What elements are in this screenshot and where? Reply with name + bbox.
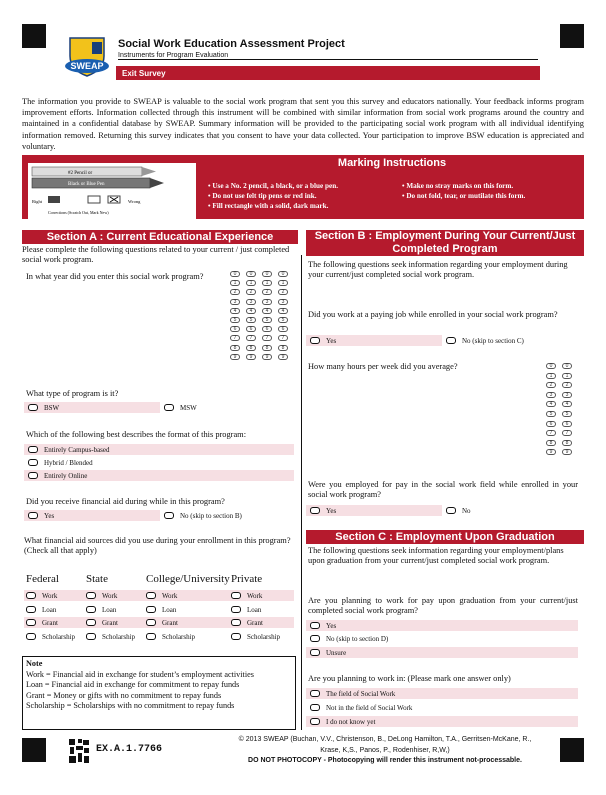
svg-text:Corrections (Scratch Out, Mark: Corrections (Scratch Out, Mark New): [48, 210, 109, 215]
year-digit-bubble[interactable]: 7: [262, 335, 272, 341]
aid-yes-bubble[interactable]: [28, 512, 38, 519]
year-digit-bubble[interactable]: 6: [262, 326, 272, 332]
question-sw-field: Were you employed for pay in the social work field while enrolled in your social work program?: [308, 480, 578, 500]
aid-source-label: Grant: [247, 619, 263, 627]
year-digit-bubble[interactable]: 7: [278, 335, 288, 341]
year-digit-bubble[interactable]: 6: [246, 326, 256, 332]
year-digit-bubble[interactable]: 0: [278, 271, 288, 277]
note-box: [22, 656, 296, 730]
year-digit-bubble[interactable]: 4: [278, 308, 288, 314]
year-digit-bubble[interactable]: 2: [246, 289, 256, 295]
aid-source-bubble[interactable]: [231, 606, 241, 613]
form-id: EX.A.1.7766: [96, 744, 163, 755]
hours-digit-bubble[interactable]: 1: [562, 373, 572, 379]
hours-digit-bubble[interactable]: 4: [546, 401, 556, 407]
column-header-state: State: [86, 573, 108, 585]
year-digit-bubble[interactable]: 5: [278, 317, 288, 323]
plan-unsure-bubble[interactable]: [310, 649, 320, 656]
hours-digit-bubble[interactable]: 6: [546, 421, 556, 427]
aid-source-bubble[interactable]: [146, 606, 156, 613]
marking-list-left: [208, 181, 338, 211]
option-label: Yes: [326, 507, 337, 515]
aid-source-label: Grant: [42, 619, 58, 627]
aid-source-label: Work: [247, 592, 263, 600]
registration-mark: [560, 24, 584, 48]
year-digit-bubble[interactable]: 1: [230, 280, 240, 286]
option-label: No: [462, 507, 471, 515]
aid-source-label: Loan: [162, 605, 177, 614]
year-digit-bubble[interactable]: 3: [230, 299, 240, 305]
where-not-sw-bubble[interactable]: [310, 704, 320, 711]
question-plan-work: Are you planning to work for pay upon graduation from your current/just completed social work program?: [308, 596, 578, 616]
svg-text:Wrong: Wrong: [128, 199, 141, 204]
year-digit-bubble[interactable]: 3: [278, 299, 288, 305]
field-no-bubble[interactable]: [446, 507, 456, 514]
option-label: Yes: [44, 512, 55, 520]
registration-mark: [22, 24, 46, 48]
copyright-line: Krase, K,S., Panos, P., Rodenhiser, R,W,): [320, 747, 450, 754]
hours-digit-bubble[interactable]: 2: [562, 382, 572, 388]
option-label: Entirely Online: [44, 472, 88, 480]
year-digit-bubble[interactable]: 7: [246, 335, 256, 341]
year-digit-bubble[interactable]: 2: [278, 289, 288, 295]
field-yes-bubble[interactable]: [310, 507, 320, 514]
year-digit-bubble[interactable]: 7: [230, 335, 240, 341]
svg-text:Right: Right: [32, 199, 43, 204]
year-digit-bubble[interactable]: 0: [262, 271, 272, 277]
aid-source-bubble[interactable]: [146, 619, 156, 626]
note-line: Grant = Money or gifts with no commitment to repay funds: [26, 690, 222, 700]
question-paying-job: Did you work at a paying job while enrolled in your social work program?: [308, 310, 558, 319]
marking-example-illustration: [28, 163, 196, 219]
hours-digit-bubble[interactable]: 8: [562, 440, 572, 446]
aid-source-label: Work: [162, 592, 178, 600]
question-program-type: What type of program is it?: [26, 389, 119, 398]
aid-source-bubble[interactable]: [231, 633, 241, 640]
hours-digit-bubble[interactable]: 0: [562, 363, 572, 369]
hours-digit-bubble[interactable]: 1: [546, 373, 556, 379]
header: [64, 30, 544, 86]
section-c-header: Section C : Employment Upon Graduation: [306, 530, 584, 544]
where-unknown-bubble[interactable]: [310, 718, 320, 725]
aid-source-label: Work: [102, 592, 118, 600]
year-digit-bubble[interactable]: 9: [230, 354, 240, 360]
question-hours: How many hours per week did you average?: [308, 362, 458, 371]
aid-source-label: Scholarship: [162, 632, 196, 641]
marking-instructions: [22, 155, 584, 219]
survey-name-bar: Exit Survey: [116, 66, 540, 80]
hours-digit-bubble[interactable]: 7: [546, 430, 556, 436]
year-digit-bubble[interactable]: 4: [230, 308, 240, 314]
hours-digit-bubble[interactable]: 6: [562, 421, 572, 427]
option-label: BSW: [44, 404, 60, 412]
option-label: Yes: [326, 337, 337, 345]
year-digit-bubble[interactable]: 9: [278, 354, 288, 360]
bsw-bubble[interactable]: [28, 404, 38, 411]
aid-source-label: Grant: [162, 619, 178, 627]
section-a-intro: Please complete the following questions related to your current / just completed social work program.: [22, 245, 290, 265]
page-subtitle: Instruments for Program Evaluation: [118, 52, 538, 60]
aid-source-bubble[interactable]: [26, 606, 36, 613]
svg-text:SWEAP: SWEAP: [70, 61, 104, 71]
plan-no-bubble[interactable]: [310, 635, 320, 642]
question-aid-sources: What financial aid sources did you use during your enrollment in this program? (Check all that apply): [24, 536, 291, 556]
option-label: No (skip to section B): [180, 512, 242, 520]
paying-yes-bubble[interactable]: [310, 337, 320, 344]
year-digit-bubble[interactable]: 9: [262, 354, 272, 360]
format-hybrid-bubble[interactable]: [28, 459, 38, 466]
year-digit-bubble[interactable]: 3: [246, 299, 256, 305]
option-label: The field of Social Work: [326, 690, 396, 698]
year-digit-bubble[interactable]: 8: [262, 345, 272, 351]
answer-row: [306, 620, 578, 631]
aid-source-bubble[interactable]: [86, 592, 96, 599]
note-line: Work = Financial aid in exchange for student’s employment activities: [26, 669, 254, 679]
question-financial-aid: Did you receive financial aid during while in this program?: [26, 497, 225, 506]
year-digit-bubble[interactable]: 2: [262, 289, 272, 295]
plan-yes-bubble[interactable]: [310, 622, 320, 629]
section-b-header: Section B : Employment During Your Current/Just Completed Program: [306, 230, 584, 256]
question-entry-year: In what year did you enter this social work program?: [26, 272, 204, 281]
year-digit-bubble[interactable]: 4: [262, 308, 272, 314]
aid-source-bubble[interactable]: [146, 633, 156, 640]
hours-digit-bubble[interactable]: 7: [562, 430, 572, 436]
note-line: Loan = Financial aid in exchange for commitment to repay funds: [26, 680, 240, 690]
aid-no-bubble[interactable]: [164, 512, 174, 519]
sweap-logo: [64, 32, 114, 80]
year-digit-bubble[interactable]: 6: [278, 326, 288, 332]
aid-source-label: Loan: [102, 605, 117, 614]
option-label: I do not know yet: [326, 718, 376, 726]
copyright-line: © 2013 SWEAP (Buchan, V.V., Christenson, B., DeLong Hamilton, T.A., Gerritsen-McKane, R.,: [238, 736, 532, 743]
year-digit-bubble[interactable]: 6: [230, 326, 240, 332]
year-digit-bubble[interactable]: 5: [262, 317, 272, 323]
year-digit-bubble[interactable]: 8: [230, 345, 240, 351]
aid-source-bubble[interactable]: [26, 592, 36, 599]
year-digit-bubble[interactable]: 1: [262, 280, 272, 286]
hours-digit-bubble[interactable]: 9: [546, 449, 556, 455]
note-line: Scholarship = Scholarships with no commitment to repay funds: [26, 701, 235, 711]
aid-source-bubble[interactable]: [86, 619, 96, 626]
hours-digit-bubble[interactable]: 3: [546, 392, 556, 398]
aid-source-bubble[interactable]: [26, 619, 36, 626]
note-title: Note: [26, 659, 43, 668]
aid-source-label: Work: [42, 592, 58, 600]
hours-digit-bubble[interactable]: 4: [562, 401, 572, 407]
marking-instructions-title: Marking Instructions: [337, 157, 447, 169]
column-divider: [301, 255, 302, 730]
svg-text:#2 Pencil or: #2 Pencil or: [68, 171, 93, 176]
year-digit-bubble[interactable]: 2: [230, 289, 240, 295]
aid-source-bubble[interactable]: [86, 633, 96, 640]
marking-item: • Fill rectangle with a solid, dark mark.: [208, 201, 338, 211]
option-label: No (skip to section D): [326, 635, 389, 643]
year-digit-bubble[interactable]: 8: [278, 345, 288, 351]
year-digit-bubble[interactable]: 0: [230, 271, 240, 277]
page-title: Social Work Education Assessment Project: [118, 38, 345, 50]
year-digit-bubble[interactable]: 0: [246, 271, 256, 277]
aid-source-bubble[interactable]: [231, 619, 241, 626]
svg-text:Black or Blue Pen: Black or Blue Pen: [68, 182, 105, 187]
where-sw-bubble[interactable]: [310, 690, 320, 697]
format-campus-bubble[interactable]: [28, 446, 38, 453]
hours-digit-bubble[interactable]: 8: [546, 440, 556, 446]
option-label: No (skip to section C): [462, 337, 524, 345]
hours-digit-bubble[interactable]: 3: [562, 392, 572, 398]
marking-item: • Do not use felt tip pens or red ink.: [208, 191, 338, 201]
year-digit-bubble[interactable]: 4: [246, 308, 256, 314]
hours-digit-bubble[interactable]: 5: [546, 411, 556, 417]
section-a-header: Section A : Current Educational Experience: [22, 230, 298, 244]
section-b-intro: The following questions seek information regarding your employment during your current/just completed social work program.: [308, 260, 568, 280]
year-digit-bubble[interactable]: 5: [230, 317, 240, 323]
year-digit-bubble[interactable]: 1: [246, 280, 256, 286]
year-digit-bubble[interactable]: 8: [246, 345, 256, 351]
marking-item: • Do not fold, tear, or mutilate this form.: [402, 191, 525, 201]
aid-source-label: Grant: [102, 619, 118, 627]
marking-list-right: [402, 181, 525, 201]
aid-source-label: Loan: [247, 605, 262, 614]
intro-paragraph: The information you provide to SWEAP is valuable to the social work program that sent you this survey and educators nationally. Your feedback informs program improvement efforts. Information collected through this instrument will be combined with similar information from social work programs around the country and maintained in a confidential database by SWEAP. Summary information will be provided to the participating social work program with all individual identifying information removed. Returning this survey indicates that you consent to have your data collected. Your participation to improve BSW education is appreciated and voluntary.: [22, 97, 584, 151]
hours-digit-bubble[interactable]: 0: [546, 363, 556, 369]
option-label: Not in the field of Social Work: [326, 704, 413, 712]
format-online-bubble[interactable]: [28, 472, 38, 479]
msw-bubble[interactable]: [164, 404, 174, 411]
question-program-format: Which of the following best describes the format of this program:: [26, 430, 247, 439]
year-digit-bubble[interactable]: 5: [246, 317, 256, 323]
aid-source-label: Scholarship: [42, 632, 76, 641]
answer-row: [306, 647, 578, 658]
barcode: [68, 738, 90, 764]
aid-source-label: Loan: [42, 605, 57, 614]
aid-source-bubble[interactable]: [231, 592, 241, 599]
column-header-federal: Federal: [26, 573, 59, 585]
marking-item: • Make no stray marks on this form.: [402, 181, 525, 191]
hours-digit-bubble[interactable]: 2: [546, 382, 556, 388]
marking-item: • Use a No. 2 pencil, a black, or a blue pen.: [208, 181, 338, 191]
year-digit-bubble[interactable]: 9: [246, 354, 256, 360]
option-label: Yes: [326, 622, 337, 630]
year-digit-bubble[interactable]: 1: [278, 280, 288, 286]
aid-source-bubble[interactable]: [146, 592, 156, 599]
year-digit-bubble[interactable]: 3: [262, 299, 272, 305]
hours-digit-bubble[interactable]: 9: [562, 449, 572, 455]
registration-mark: [22, 738, 46, 762]
option-label: Unsure: [326, 649, 347, 657]
aid-source-label: Scholarship: [102, 632, 136, 641]
column-header-private: Private: [231, 573, 263, 585]
section-c-intro: The following questions seek information regarding your employment/plans upon graduation from your current/just completed social work program.: [308, 546, 564, 566]
aid-source-bubble[interactable]: [26, 633, 36, 640]
question-work-in: Are you planning to work in: (Please mark one answer only): [308, 674, 511, 683]
aid-source-label: Scholarship: [247, 632, 281, 641]
option-label: MSW: [180, 404, 197, 412]
aid-source-bubble[interactable]: [86, 606, 96, 613]
option-label: Hybrid / Blended: [44, 459, 93, 467]
option-label: Entirely Campus-based: [44, 446, 110, 454]
paying-no-bubble[interactable]: [446, 337, 456, 344]
photocopy-notice: DO NOT PHOTOCOPY - Photocopying will render this instrument not-processable.: [248, 757, 522, 764]
column-header-college: College/University: [146, 573, 230, 585]
hours-digit-bubble[interactable]: 5: [562, 411, 572, 417]
